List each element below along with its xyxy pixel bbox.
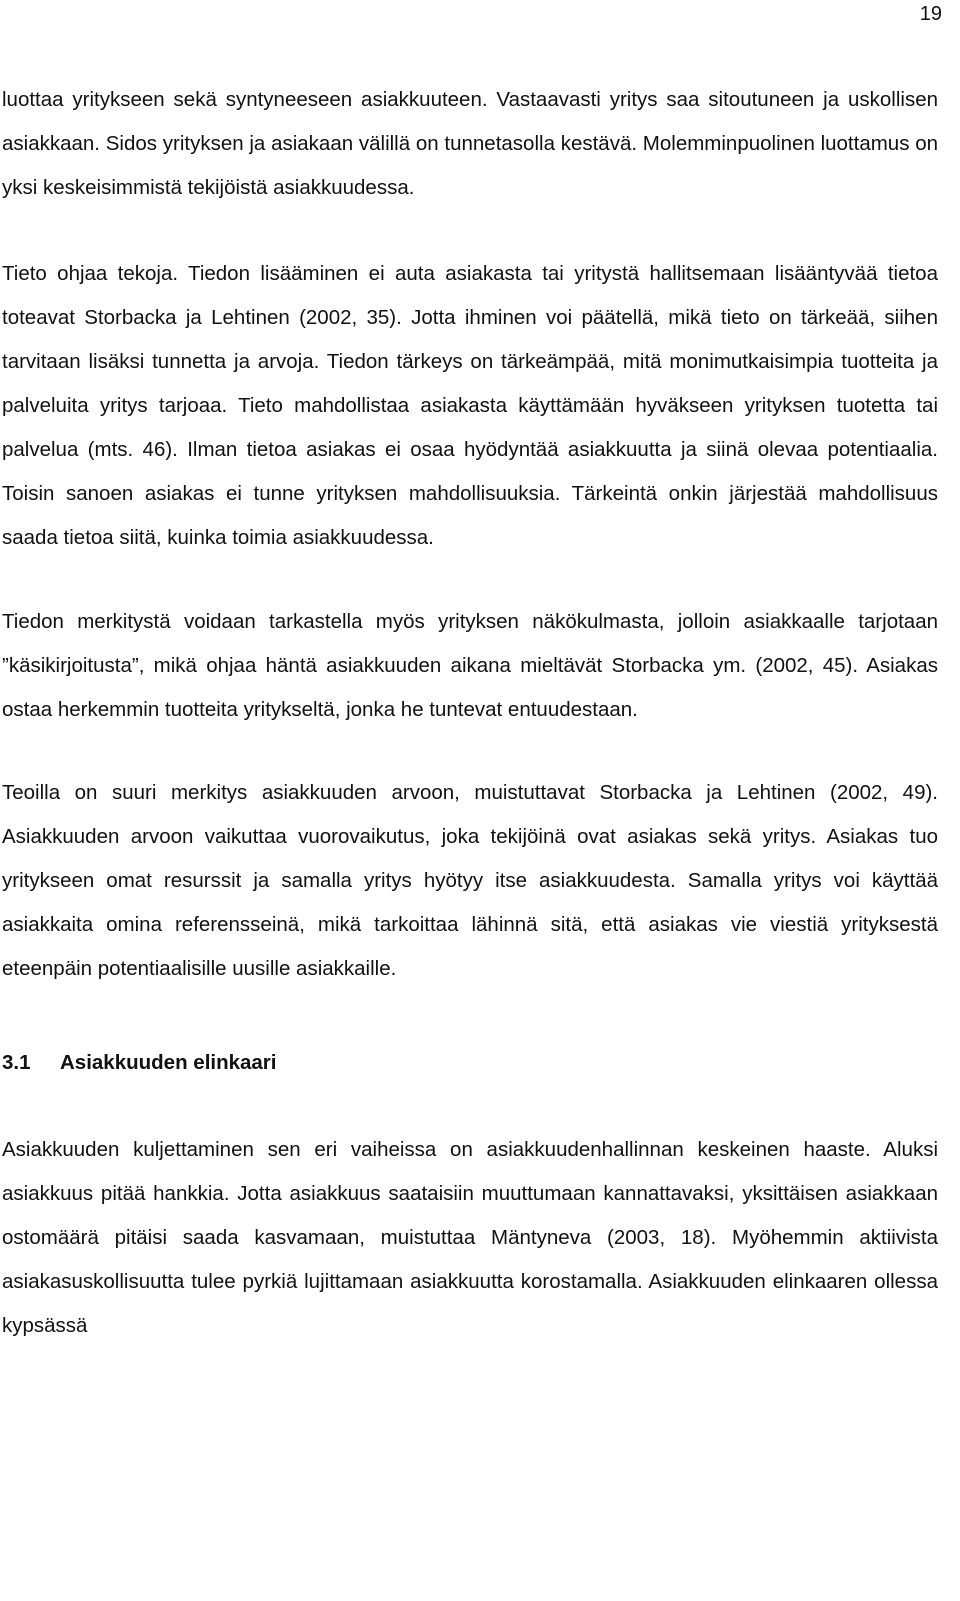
paragraph-information: Tieto ohjaa tekoja. Tiedon lisääminen ei auta asiakasta tai yritystä hallitsemaan lisääntyvää tietoa toteavat Storbacka ja Lehtinen (2002, 35). Jotta ihminen voi päätellä, mikä tieto on tärkeää, siihen tarvitaan lisäksi tunnetta ja arvoja. Tiedon tärkeys on tärkeämpää, mitä monimutkaisimpia tuotteita ja palveluita yritys tarjoaa. Tieto mahdollistaa asiakasta käyttämään hyväkseen yrityksen tuotetta tai palvelua (mts. 46). Ilman tietoa asiakas ei osaa hyödyntää asiakkuutta ja siinä olevaa potentiaalia. Toisin sanoen asiakas ei tunne yrityksen mahdollisuuksia. Tärkeintä onkin järjestää mahdollisuus saada tietoa siitä, kuinka toimia asiakkuudessa. [2,262,938,549]
section-number: 3.1 [2,1051,31,1074]
page-body [2,78,938,1348]
page-number: 19 [919,3,942,25]
paragraph-actions-value: Teoilla on suuri merkitys asiakkuuden arvoon, muistuttavat Storbacka ja Lehtinen (2002, 49). Asiakkuuden arvoon vaikuttaa vuorovaikutus, joka tekijöinä ovat asiakas sekä yritys. Asiakas tuo yritykseen omat resurssit ja samalla yritys hyötyy itse asiakkuudesta. Samalla yritys voi käyttää asiakkaita omina referensseinä, mikä tarkoittaa lähinnä sitä, että asiakas vie viestiä yrityksestä eteenpäin potentiaalisille uusille asiakkaille. [2,781,938,980]
section-heading [2,1041,938,1085]
paragraph-company-perspective: Tiedon merkitystä voidaan tarkastella myös yrityksen näkökulmasta, jolloin asiakkaalle tarjotaan ”käsikirjoitusta”, mikä ohjaa häntä asiakkuuden aikana mieltävät Storbacka ym. (2002, 45). Asiakas ostaa herkemmin tuotteita yritykseltä, jonka he tuntevat entuudestaan. [2,610,938,721]
paragraph-trust: luottaa yritykseen sekä syntyneeseen asiakkuuteen. Vastaavasti yritys saa sitoutuneen ja uskollisen asiakkaan. Sidos yrityksen ja asiakaan välillä on tunnetasolla kestävä. Molemminpuolinen luottamus on yksi keskeisimmistä tekijöistä asiakkuudessa. [2,88,938,199]
paragraph-lifecycle: Asiakkuuden kuljettaminen sen eri vaiheissa on asiakkuudenhallinnan keskeinen haaste. Aluksi asiakkuus pitää hankkia. Jotta asiakkuus saataisiin muuttumaan kannattavaksi, yksittäisen asiakkaan ostomäärä pitäisi saada kasvamaan, muistuttaa Mäntyneva (2003, 18). Myöhemmin aktiivista asiakasuskollisuutta tulee pyrkiä lujittamaan asiakkuutta korostamalla. Asiakkuuden elinkaaren ollessa kypsässä [2,1138,938,1337]
section-title: Asiakkuuden elinkaari [60,1051,277,1074]
